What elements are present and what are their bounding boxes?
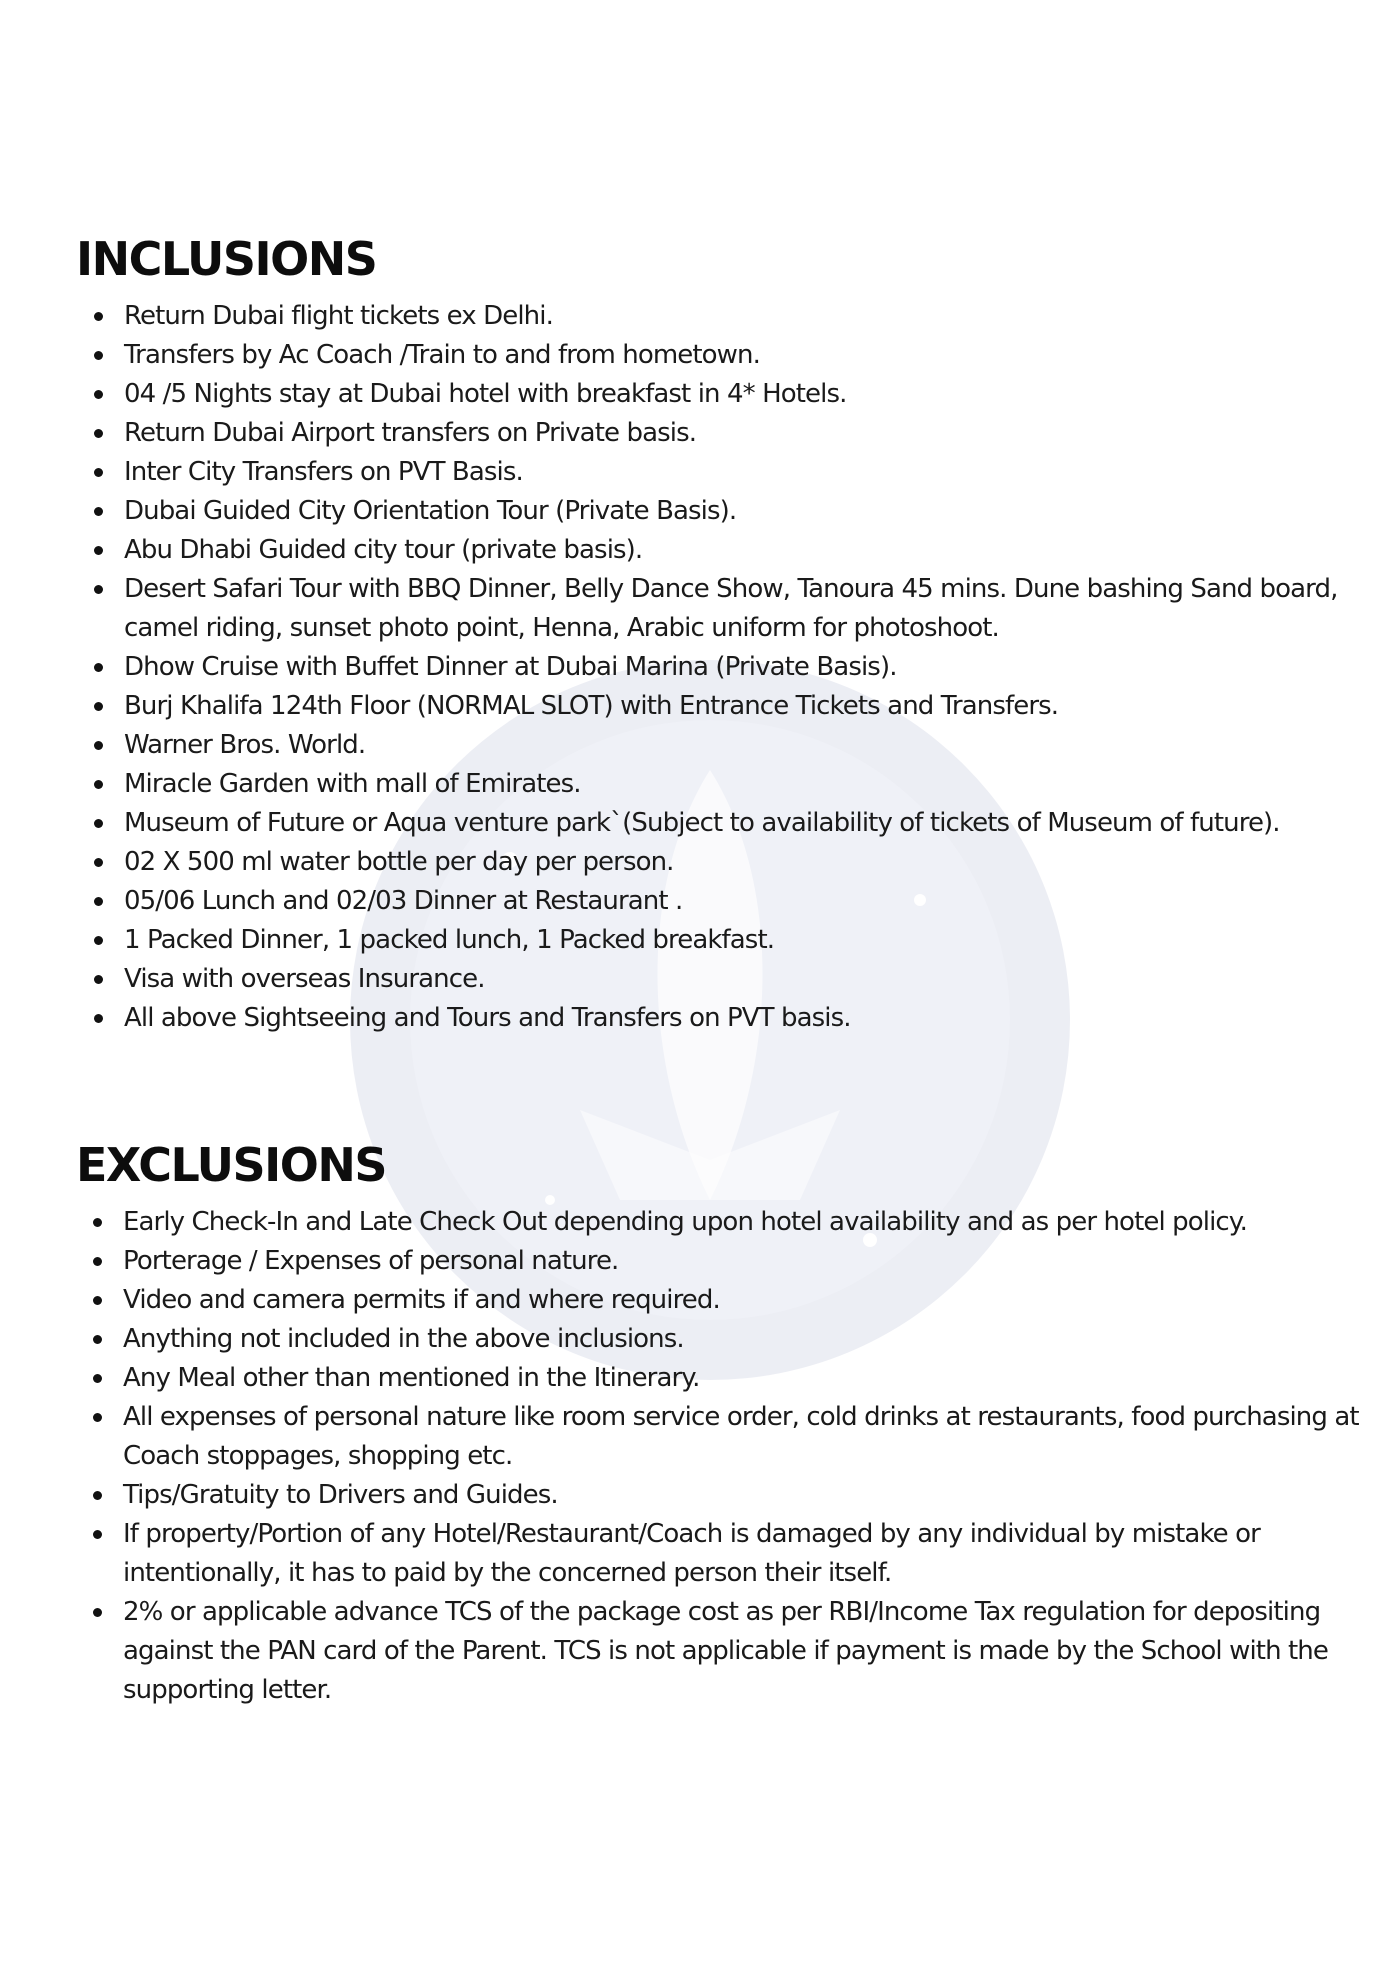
exclusion-item: 2% or applicable advance TCS of the package cost as per RBI/Income Tax regulation for depositing against the PAN card of the Parent. TCS is not applicable if payment is made by the School with the supporting letter. <box>123 1593 1363 1710</box>
inclusion-item: Transfers by Ac Coach /Train to and from hometown. <box>124 336 1364 375</box>
inclusion-item: Abu Dhabi Guided city tour (private basis). <box>124 531 1364 570</box>
exclusion-item: If property/Portion of any Hotel/Restaurant/Coach is damaged by any individual by mistake or intentionally, it has to paid by the concerned person their itself. <box>123 1515 1363 1593</box>
inclusion-item: Warner Bros. World. <box>124 726 1364 765</box>
inclusion-item: Dhow Cruise with Buffet Dinner at Dubai Marina (Private Basis). <box>124 648 1364 687</box>
exclusion-item: Anything not included in the above inclusions. <box>123 1320 1363 1359</box>
inclusion-item: 04 /5 Nights stay at Dubai hotel with breakfast in 4* Hotels. <box>124 375 1364 414</box>
inclusion-item: All above Sightseeing and Tours and Transfers on PVT basis. <box>124 999 1364 1038</box>
inclusion-item: Dubai Guided City Orientation Tour (Private Basis). <box>124 492 1364 531</box>
inclusion-item: Desert Safari Tour with BBQ Dinner, Belly Dance Show, Tanoura 45 mins. Dune bashing Sand board, camel riding, sunset photo point, Henna, Arabic uniform for photoshoot. <box>124 570 1364 648</box>
inclusion-item: Return Dubai flight tickets ex Delhi. <box>124 297 1364 336</box>
exclusions-list <box>123 1203 1363 1710</box>
inclusions-list <box>124 297 1364 1038</box>
inclusion-item: Museum of Future or Aqua venture park`(Subject to availability of tickets of Museum of future). <box>124 804 1364 843</box>
inclusion-item: Burj Khalifa 124th Floor (NORMAL SLOT) with Entrance Tickets and Transfers. <box>124 687 1364 726</box>
inclusion-item: Inter City Transfers on PVT Basis. <box>124 453 1364 492</box>
inclusion-item: Miracle Garden with mall of Emirates. <box>124 765 1364 804</box>
inclusion-item: 05/06 Lunch and 02/03 Dinner at Restaurant . <box>124 882 1364 921</box>
inclusion-item: Visa with overseas Insurance. <box>124 960 1364 999</box>
exclusion-item: Early Check-In and Late Check Out depending upon hotel availability and as per hotel policy. <box>123 1203 1363 1242</box>
exclusion-item: All expenses of personal nature like room service order, cold drinks at restaurants, food purchasing at Coach stoppages, shopping etc. <box>123 1398 1363 1476</box>
exclusion-item: Porterage / Expenses of personal nature. <box>123 1242 1363 1281</box>
exclusion-item: Any Meal other than mentioned in the Itinerary. <box>123 1359 1363 1398</box>
exclusion-item: Video and camera permits if and where required. <box>123 1281 1363 1320</box>
exclusions-heading: EXCLUSIONS <box>76 1138 387 1192</box>
inclusions-heading: INCLUSIONS <box>76 232 377 286</box>
exclusion-item: Tips/Gratuity to Drivers and Guides. <box>123 1476 1363 1515</box>
inclusion-item: 02 X 500 ml water bottle per day per person. <box>124 843 1364 882</box>
inclusion-item: Return Dubai Airport transfers on Private basis. <box>124 414 1364 453</box>
inclusion-item: 1 Packed Dinner, 1 packed lunch, 1 Packed breakfast. <box>124 921 1364 960</box>
